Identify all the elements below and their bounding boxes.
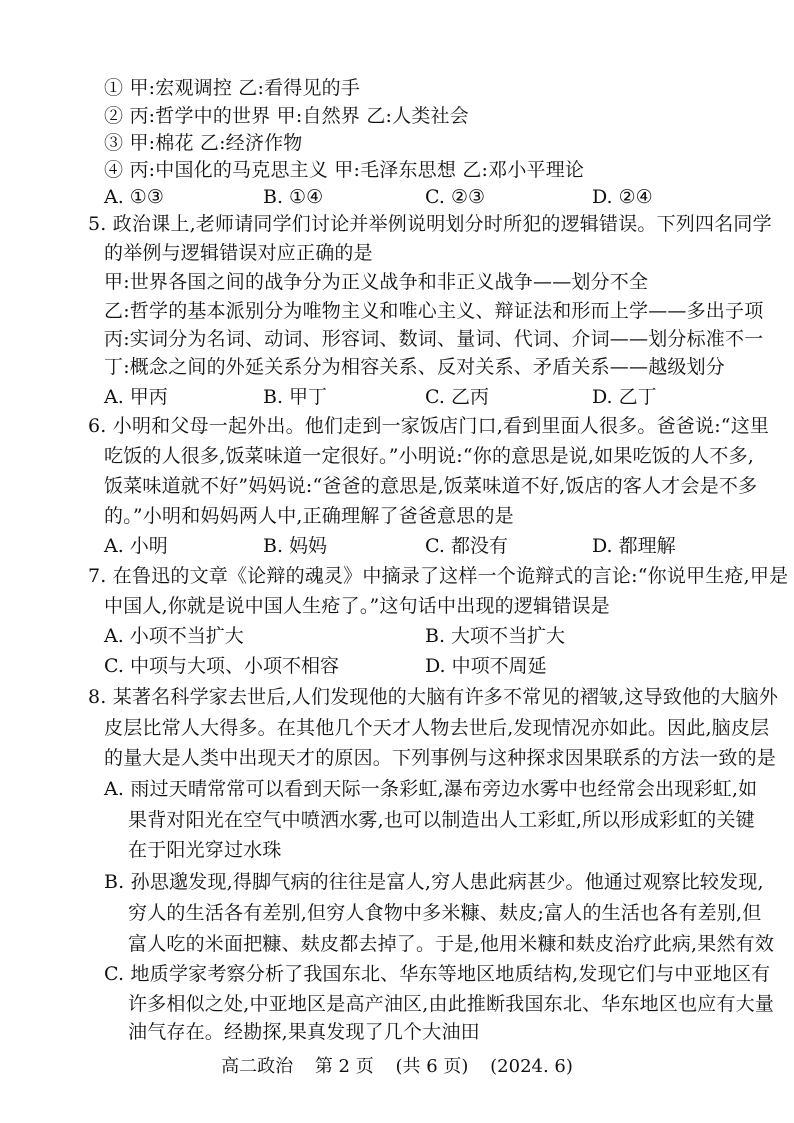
footer-page-number: 第 2 页 <box>314 1056 374 1077</box>
q5-option-d: D. 乙丁 <box>592 386 657 408</box>
q5-stem-line-1: 5. 政治课上,老师请同学们讨论并举例说明划分时所犯的逻辑错误。下列四名同学 <box>88 213 772 235</box>
q8-stem-line-2: 皮层比常人大得多。在其他几个天才人物去世后,发现情况亦如此。因此,脑皮层 <box>104 717 770 739</box>
q4-item-4: ④ 丙:中国化的马克思主义 甲:毛泽东思想 乙:邓小平理论 <box>104 159 585 181</box>
footer-subject: 高二政治 <box>221 1056 294 1077</box>
q4-option-d: D. ②④ <box>592 186 653 208</box>
q5-option-a: A. 甲丙 <box>104 386 168 408</box>
q6-stem-line-3: 饭菜味道就不好”妈妈说:“爸爸的意思是,饭菜味道不好,饭店的客人才会是不多 <box>104 475 758 497</box>
q6-options <box>0 534 794 558</box>
q5-option-c: C. 乙丙 <box>425 386 489 408</box>
q8-stem-line-1: 8. 某著名科学家去世后,人们发现他的大脑有许多不常见的褶皱,这导致他的大脑外 <box>88 686 779 708</box>
q8-option-a-line-1: A. 雨过天晴常常可以看到天际一条彩虹,瀑布旁边水雾中也经常会出现彩虹,如 <box>104 778 758 800</box>
footer-date: (2024. 6) <box>490 1056 573 1077</box>
q6-stem-line-2: 吃饭的人很多,饭菜味道一定很好。”小明说:“你的意思是说,如果吃饭的人不多, <box>104 445 755 467</box>
q6-option-c: C. 都没有 <box>425 535 508 557</box>
q8-option-b-line-2: 穷人的生活各有差别,但穷人食物中多米糠、麸皮;富人的生活也各有差别,但 <box>128 902 762 924</box>
q4-option-a: A. ①③ <box>104 186 164 208</box>
q5-example-yi: 乙:哲学的基本派别分为唯物主义和唯心主义、辩证法和形而上学——多出子项 <box>104 300 764 322</box>
q8-option-b-line-3: 富人吃的米面把糠、麸皮都去掉了。于是,他用米糠和麸皮治疗此病,果然有效 <box>128 933 775 955</box>
q5-example-bing: 丙:实词分为名词、动词、形容词、数词、量词、代词、介词——划分标准不一 <box>104 328 764 350</box>
q5-options <box>0 385 794 409</box>
page-footer <box>0 1055 794 1079</box>
q8-option-c-line-1: C. 地质学家考察分析了我国东北、华东等地区地质结构,发现它们与中亚地区有 <box>104 963 771 985</box>
q4-item-1: ① 甲:宏观调控 乙:看得见的手 <box>104 77 361 99</box>
footer-total-pages: (共 6 页) <box>395 1056 469 1077</box>
q7-stem-line-1: 7. 在鲁迅的文章《论辩的魂灵》中摘录了这样一个诡辩式的言论:“你说甲生疮,甲是 <box>88 565 789 587</box>
q4-item-3: ③ 甲:棉花 乙:经济作物 <box>104 132 303 154</box>
q6-option-a: A. 小明 <box>104 535 168 557</box>
q4-option-c: C. ②③ <box>425 186 486 208</box>
q8-option-c-line-2: 许多相似之处,中亚地区是高产油区,由此推断我国东北、华东地区也应有大量 <box>128 993 775 1015</box>
q7-option-d: D. 中项不周延 <box>425 655 547 677</box>
q8-stem-line-3: 的量大是人类中出现天才的原因。下列事例与这种探求因果联系的方法一致的是 <box>104 747 777 769</box>
q8-option-c-line-3: 油气存在。经勘探,果真发现了几个大油田 <box>128 1021 480 1043</box>
q5-option-b: B. 甲丁 <box>263 386 328 408</box>
q7-options-row-1 <box>0 624 794 648</box>
q6-option-d: D. 都理解 <box>592 535 676 557</box>
q8-option-b-line-1: B. 孙思邈发现,得脚气病的往往是富人,穷人患此病甚少。他通过观察比较发现, <box>104 871 764 893</box>
q6-option-b: B. 妈妈 <box>263 535 328 557</box>
q4-option-b: B. ①④ <box>263 186 324 208</box>
q7-option-c: C. 中项与大项、小项不相容 <box>104 655 339 677</box>
q7-stem-line-2: 中国人,你就是说中国人生疮了。”这句话中出现的逻辑错误是 <box>104 595 610 617</box>
q5-stem-line-2: 的举例与逻辑错误对应正确的是 <box>104 242 373 264</box>
q7-options-row-2 <box>0 654 794 678</box>
q8-option-a-line-2: 果背对阳光在空气中喷洒水雾,也可以制造出人工彩虹,所以形成彩虹的关键 <box>128 809 755 831</box>
q5-example-ding: 丁:概念之间的外延关系分为相容关系、反对关系、矛盾关系——越级划分 <box>104 356 726 378</box>
q7-option-a: A. 小项不当扩大 <box>104 625 244 647</box>
q7-option-b: B. 大项不当扩大 <box>425 625 566 647</box>
q4-options <box>0 185 794 209</box>
q6-stem-line-4: 的。”小明和妈妈两人中,正确理解了爸爸意思的是 <box>104 505 514 527</box>
q5-example-jia: 甲:世界各国之间的战争分为正义战争和非正义战争——划分不全 <box>104 271 649 293</box>
q4-item-2: ② 丙:哲学中的世界 甲:自然界 乙:人类社会 <box>104 105 469 127</box>
q6-stem-line-1: 6. 小明和父母一起外出。他们走到一家饭店门口,看到里面人很多。爸爸说:“这里 <box>88 415 770 437</box>
q8-option-a-line-3: 在于阳光穿过水珠 <box>128 839 282 861</box>
